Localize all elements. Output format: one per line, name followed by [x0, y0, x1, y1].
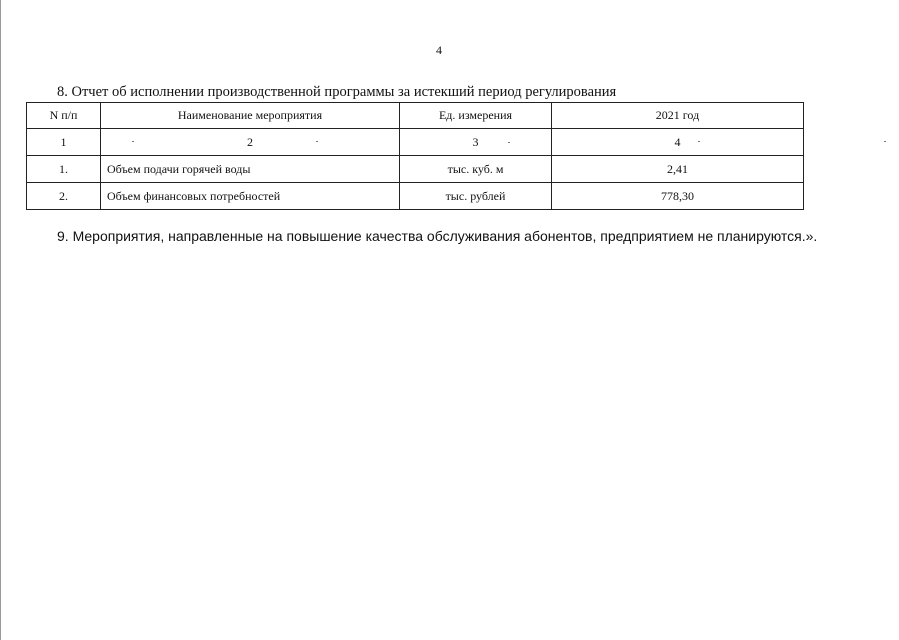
- row-measure-name: Объем подачи горячей воды: [101, 156, 400, 183]
- row-measure-name: Объем финансовых потребностей: [101, 183, 400, 210]
- scan-speck: [508, 142, 510, 143]
- scan-left-edge: [0, 0, 1, 640]
- row-value: 2,41: [552, 156, 804, 183]
- scan-speck: [316, 141, 318, 142]
- row-unit: тыс. рублей: [400, 183, 552, 210]
- row-number: 2.: [27, 183, 101, 210]
- row-value: 778,30: [552, 183, 804, 210]
- section-8-heading: 8. Отчет об исполнении производственной программы за истекший период регулирования: [57, 84, 617, 100]
- header-unit: Ед. измерения: [400, 103, 552, 129]
- table-row: [27, 183, 804, 210]
- page-number: 4: [436, 43, 442, 57]
- table-cell: 2: [101, 129, 400, 156]
- header-year-2021: 2021 год: [552, 103, 804, 129]
- table-cell: 1: [27, 129, 101, 156]
- row-unit: тыс. куб. м: [400, 156, 552, 183]
- scan-speck: [132, 141, 134, 142]
- scan-speck: [698, 141, 700, 142]
- table-row: [27, 156, 804, 183]
- table-cell: 3: [400, 129, 552, 156]
- table-index-row: [27, 129, 804, 156]
- header-number: N п/п: [27, 103, 101, 129]
- production-program-report-table: [26, 102, 804, 210]
- scan-speck: [884, 141, 886, 142]
- section-9-note: 9. Мероприятия, направленные на повышение качества обслуживания абонентов, предприятием не планируются.».: [57, 228, 818, 244]
- row-number: 1.: [27, 156, 101, 183]
- table-cell: 4: [552, 129, 804, 156]
- header-measure-name: Наименование мероприятия: [101, 103, 400, 129]
- table-header-row: [27, 103, 804, 129]
